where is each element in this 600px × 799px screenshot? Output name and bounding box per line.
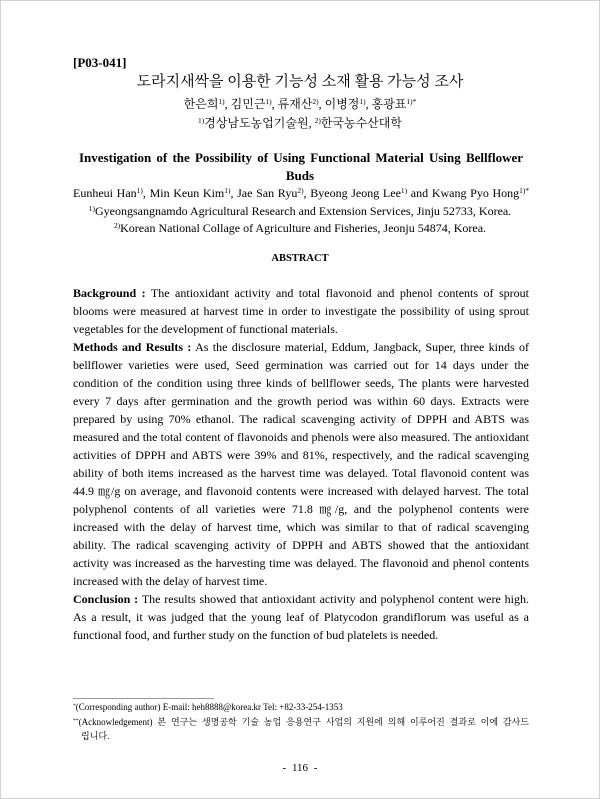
- abstract-heading: ABSTRACT: [271, 253, 329, 264]
- section-label-background: Background :: [73, 286, 146, 300]
- affiliation-mark: 1): [198, 116, 205, 126]
- footnote-mark: **: [73, 717, 79, 724]
- footnote-text: (Corresponding author) E-mail: heh8888@korea.kr Tel: +82-33-254-1353: [75, 702, 343, 712]
- abstract-line: polyphenol contents of all varieties were 71.8 ㎎/g, and the polyphenol contents were: [73, 502, 529, 516]
- author-affiliation-mark: 2): [312, 97, 319, 107]
- affiliation-name: 경상남도농업기술원,: [204, 116, 312, 130]
- authors-korean: [1, 95, 599, 113]
- author-name: 류재산: [277, 97, 313, 111]
- author-affiliation-mark: 1)*: [406, 97, 417, 107]
- abstract-line: functional food, and further study on the function of bud platelets is needed.: [73, 628, 439, 642]
- abstract-line: measured and the total content of flavonoids and phenols were also measured. The antioxidant: [73, 430, 529, 444]
- abstract-line: increased with the delay of harvest time.: [73, 574, 268, 588]
- abstract-line: prepared by using 70% ethanol. The radical scavenging activity of DPPH and ABTS was: [73, 412, 529, 426]
- author-name: Eunheui Han: [73, 186, 137, 200]
- author-affiliation-mark: 1): [400, 186, 408, 196]
- abstract-line-text: The results showed that antioxidant activity and polyphenol content were high.: [141, 592, 529, 606]
- author-name: 이병정: [324, 97, 360, 111]
- author-separator: ,: [224, 97, 228, 111]
- abstract-line-text: The antioxidant activity and total flavonoid and phenol contents of sprout: [150, 286, 529, 300]
- abstract-line-text: As the disclosure material, Eddum, Jangback, Super, three kinds of: [195, 340, 529, 354]
- footnotes: [73, 700, 529, 744]
- author-name: Byeong Jeong Lee: [310, 186, 401, 200]
- author-name: 한은희: [183, 97, 219, 111]
- affiliations-korean: [1, 114, 599, 132]
- affiliation-name: Gyeongsangnamdo Agricultural Research and Extension Services, Jinju 52733, Korea.: [94, 204, 512, 218]
- abstract-line: condition of the condition using three kinds of bellflower seeds, The plants were harvested: [73, 376, 529, 390]
- author-affiliation-mark: 1): [224, 186, 231, 196]
- abstract-line: [73, 590, 529, 608]
- author-separator: ,: [271, 97, 275, 111]
- abstract-line: vegetables for the development of functional materials.: [73, 322, 338, 336]
- abstract-line: ability of both items increased as the harvest time was delayed. Total flavonoid content was: [73, 466, 529, 480]
- footnote-mark: *: [73, 703, 76, 710]
- poster-id: [P03-041]: [73, 55, 127, 70]
- author-separator: ,: [142, 186, 146, 200]
- author-name: Kwang Pyo Hong: [431, 186, 520, 200]
- author-affiliation-mark: 1): [218, 97, 225, 107]
- author-affiliation-mark: 1)*: [519, 186, 530, 196]
- footnote-text-continuation: 립니다.: [81, 731, 110, 741]
- footnote-text: (Acknowledgement) 본 연구는 생명공학 기술 농업 응용연구 사업의 지원에 의해 이루어진 결과로 이에 감사드: [78, 716, 529, 727]
- affiliation-mark: 2): [314, 116, 321, 126]
- author-affiliation-mark: 1): [359, 97, 366, 107]
- abstract-line: increased with the delay of harvest time, which was similar to that of radical scavenging: [73, 520, 529, 534]
- affiliation-name: 한국농수산대학: [320, 116, 402, 130]
- author-separator: ,: [365, 97, 369, 111]
- abstract-line: bellflower varieties were used, Seed germination was carried out for 14 days under the: [73, 358, 529, 372]
- abstract-line: activity was increased as the harvesting time was delayed. The flavonoid and phenol contents: [73, 556, 529, 570]
- title-korean: 도라지새싹을 이용한 기능성 소재 활용 가능성 조사: [136, 74, 464, 90]
- abstract-line: As a result, it was judged that the young leaf of Platycodon grandiflorum was useful as a: [73, 610, 529, 624]
- author-separator: ,: [303, 186, 307, 200]
- author-name: 홍광표: [371, 97, 407, 111]
- title-english-line: Investigation of the Possibility of Using Functional Material Using Bellflower: [79, 150, 523, 165]
- affiliation-english: [1, 202, 599, 220]
- affiliation-mark: 1): [88, 204, 95, 214]
- abstract-body: [73, 284, 529, 644]
- affiliation-mark: 2): [113, 221, 121, 231]
- author-affiliation-mark: 2): [297, 186, 304, 196]
- title-english-line: Buds: [285, 168, 315, 183]
- authors-english: [73, 184, 529, 202]
- abstract-line: ability. The radical scavenging activity of DPPH and ABTS showed that the antioxidant: [73, 538, 529, 552]
- abstract-line: blooms were measured at harvest time in order to investigate the possibility of using sprout: [73, 304, 529, 318]
- footnote-acknowledgement: [73, 715, 529, 730]
- author-conjunction: and: [410, 186, 429, 200]
- abstract-line: [73, 284, 529, 302]
- abstract-line: activities of DPPH and ABTS were 39% and 81%, respectively, and the radical scavenging: [73, 448, 529, 462]
- author-affiliation-mark: 1): [265, 97, 272, 107]
- author-affiliation-mark: 1): [136, 186, 143, 196]
- affiliation-english: [1, 219, 599, 237]
- section-label-methods: Methods and Results :: [73, 340, 192, 354]
- abstract-line: 44.9 ㎎/g on average, and flavonoid contents were increased with delayed harvest. The total: [73, 484, 529, 498]
- footnote-rule: [73, 698, 214, 699]
- author-separator: ,: [230, 186, 234, 200]
- abstract-line: every 7 days after germination and the growth period was within 60 days. Extracts were: [73, 394, 529, 408]
- abstract-line: [73, 338, 529, 356]
- affiliation-name: Korean National Collage of Agriculture and Fisheries, Jeonju 54874, Korea.: [120, 221, 487, 235]
- author-separator: ,: [318, 97, 322, 111]
- author-name: 김민근: [230, 97, 266, 111]
- page-number: - 116 -: [282, 762, 318, 774]
- section-label-conclusion: Conclusion :: [73, 592, 139, 606]
- author-name: Jae San Ryu: [237, 186, 298, 200]
- footnote-corresponding-author: [73, 700, 529, 715]
- author-name: Min Keun Kim: [149, 186, 225, 200]
